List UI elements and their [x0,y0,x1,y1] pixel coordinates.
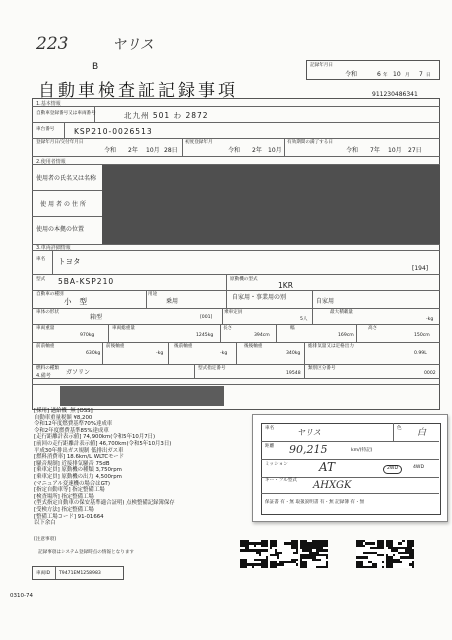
kind-value: 小型 [64,297,95,306]
rr-axle-value: 340kg [286,351,301,356]
height-value: 150cm [414,333,430,338]
first-reg-era: 令和 [104,147,117,154]
kind-label: 自動車の種別 [36,292,64,297]
load-label: 最大積載量 [330,310,353,315]
fuel-label: 燃料の種類 [36,366,59,371]
qr-code-4 [356,540,384,568]
section-basic: 1.基本情報 [36,101,61,107]
gross-value: 1245kg [196,333,214,338]
height-label: 高さ [368,326,378,331]
rf-axle-label: 後前軸重 [174,344,193,349]
first-year-year: 2年 [252,147,262,154]
rr-axle-label: 後後軸重 [244,344,263,349]
length-label: 長さ [223,326,233,331]
redacted-user-info [102,165,440,244]
reg-number-value: 北九州 501 わ 2872 [124,111,209,120]
expiry-year: 7年 [370,147,380,154]
model-value: 5BA-KSP210 [58,277,115,286]
biz-value: 自家用 [316,298,335,305]
sticker-mileage-value: 90,215 [289,443,328,456]
first-year-label: 初度登録年月 [185,140,213,145]
fr-axle-value: -kg [156,351,164,356]
ff-axle-label: 前前軸重 [36,344,55,349]
sticker-color-value: 白 [417,428,427,438]
first-reg-day: 28日 [164,147,178,154]
sticker-car-label: 車名 [265,426,275,431]
width-value: 169cm [338,333,354,338]
first-reg-label: 登録年月日/交付年月日 [36,140,84,145]
maker-value: トヨタ [58,257,81,266]
maker-label: 車名 [36,257,46,262]
doc-number: 911230486341 [372,91,418,98]
engine-value: 1KR [278,281,293,290]
type-no-value: 19548 [286,371,301,376]
body-code: [001] [200,315,213,320]
handwritten-model: ヤリス [112,37,154,53]
reg-number-label: 自動車登録番号又は車両番号 [36,111,96,116]
sticker-accessory-line: 保証書 有・無 取扱説明書 有・無 記録簿 有・無 [265,500,365,505]
section-user: 2.使用者情報 [36,159,66,165]
qr-code-3 [300,540,328,568]
record-date-year-unit: 年 [383,73,388,78]
qr-code-5 [386,540,414,568]
rf-axle-value: -kg [220,351,228,356]
chassis-label: 車台番号 [36,127,55,132]
record-date-year: 6 [377,71,381,78]
vehicle-id-label: 車両ID [36,571,51,576]
vehicle-id-box [32,566,124,580]
first-reg-year: 2年 [128,147,138,154]
displacement-value: 0.99L [414,351,427,356]
record-date-label: 記録年月日 [310,63,333,68]
expiry-label: 有効期間の満了する日 [287,140,333,145]
engine-label: 原動機の型式 [230,277,258,282]
footer-code: 0310-74 [10,593,33,599]
sheet-letter: B [92,62,99,72]
qr-code-1 [240,540,268,568]
page-title: 自動車検査証記録事項 [38,81,238,101]
sticker-color-label: 色 [397,426,402,431]
use-label: 用途 [148,292,158,297]
sticker-mileage-unit: km/(特記) [351,448,373,453]
class-label: 類別区分番号 [308,366,336,371]
expiry-day: 27日 [408,147,422,154]
redacted-remarks-top [60,386,224,406]
section-remarks: 4.備考 [36,373,51,379]
note-text: 記録事項はシステム登録時点の情報となります [38,550,135,555]
body-label: 車体の形状 [36,310,59,315]
sticker-2wd: 2WD [383,465,402,474]
record-date-box [306,60,440,80]
weight-value: 970kg [80,333,95,338]
record-date-day: 7 [419,71,423,78]
note-label: [注意事項] [34,537,56,542]
sticker-mileage-label: 距離 [265,444,275,449]
sticker-mission-value: AT [319,460,336,474]
displacement-label: 総排気量又は定格出力 [308,344,354,349]
weight-label: 車両重量 [36,326,55,331]
first-year-month: 10月 [268,147,282,154]
length-value: 394cm [254,333,270,338]
gross-label: 車両総重量 [112,326,135,331]
model-label: 型式 [36,277,46,282]
user-base-label: 使用の本拠の位置 [36,226,85,233]
section-vehicle: 3.車両詳細情報 [36,245,71,251]
load-value: -kg [426,317,434,322]
user-name-label: 使用者の氏名又は名称 [36,175,97,182]
vehicle-id-value: T9471EM1258983 [59,571,101,576]
record-date-era: 令和 [345,71,358,78]
class-value: 0002 [424,371,436,376]
ff-axle-value: 630kg [86,351,101,356]
record-date-month-unit: 月 [405,73,410,78]
sticker-car-value: ヤリス [297,428,321,437]
sticker-key-value: AHXGK [313,480,352,491]
sticker-key-label: キー・フル型式 [265,478,297,483]
fr-axle-label: 前後軸重 [106,344,125,349]
first-reg-month: 10月 [146,147,160,154]
expiry-era: 令和 [346,147,359,154]
user-address-label: 使用者の住所 [40,201,89,208]
type-no-label: 型式指定番号 [198,366,226,371]
capacity-value: 5人 [300,317,308,322]
remarks-text: [採用] 過給機 無 [OSS] 自動車重量税額 ¥8,200 令和12年度燃費基準70%達成車 令和2年度燃費基準85%達成車 [走行距離計表示値] 74,900km(令和5年10月7日) [前回の走行距離計表示値] 46,700km(令和5年10月3日) 平成30年排出ガス規制 低排出ガス車 [燃料消費率] 18.6km/L WLTCモード [騒音規制] 近接排気騒音 75dB [乗車定員] 原動機の種類 3,750rpm [乗車定員] 原動機の出力 4,500rpm (マニュアル変速機の場合はGT) [指定自動車等] 指定整備工場 [検査場所] 指定整備工場 (型式指定自動車の保安基準適合証明) 点検整備記録簿保存 [受検方法] 指定整備工場 [整備工場コード] 91-01664 以下余白 [34,408,175,527]
sticker-4wd: 4WD [413,465,425,470]
first-year-era: 令和 [228,147,241,154]
capacity-label: 乗車定員 [224,310,243,315]
qr-code-2 [270,540,298,568]
width-label: 幅 [290,326,295,331]
record-date-day-unit: 日 [426,73,431,78]
maker-code: [194] [412,265,429,272]
sticker-mission-label: ミッション [265,462,288,467]
record-date-month: 10 [393,71,401,78]
biz-label: 自家用・事業用の別 [232,294,287,301]
chassis-value: KSP210-0026513 [74,127,153,136]
expiry-month: 10月 [388,147,402,154]
handwritten-code: 223 [36,34,69,54]
use-value: 乗用 [166,298,179,305]
fuel-value: ガソリン [66,369,91,376]
body-value: 箱型 [90,314,103,321]
dealer-sticker [252,414,448,522]
